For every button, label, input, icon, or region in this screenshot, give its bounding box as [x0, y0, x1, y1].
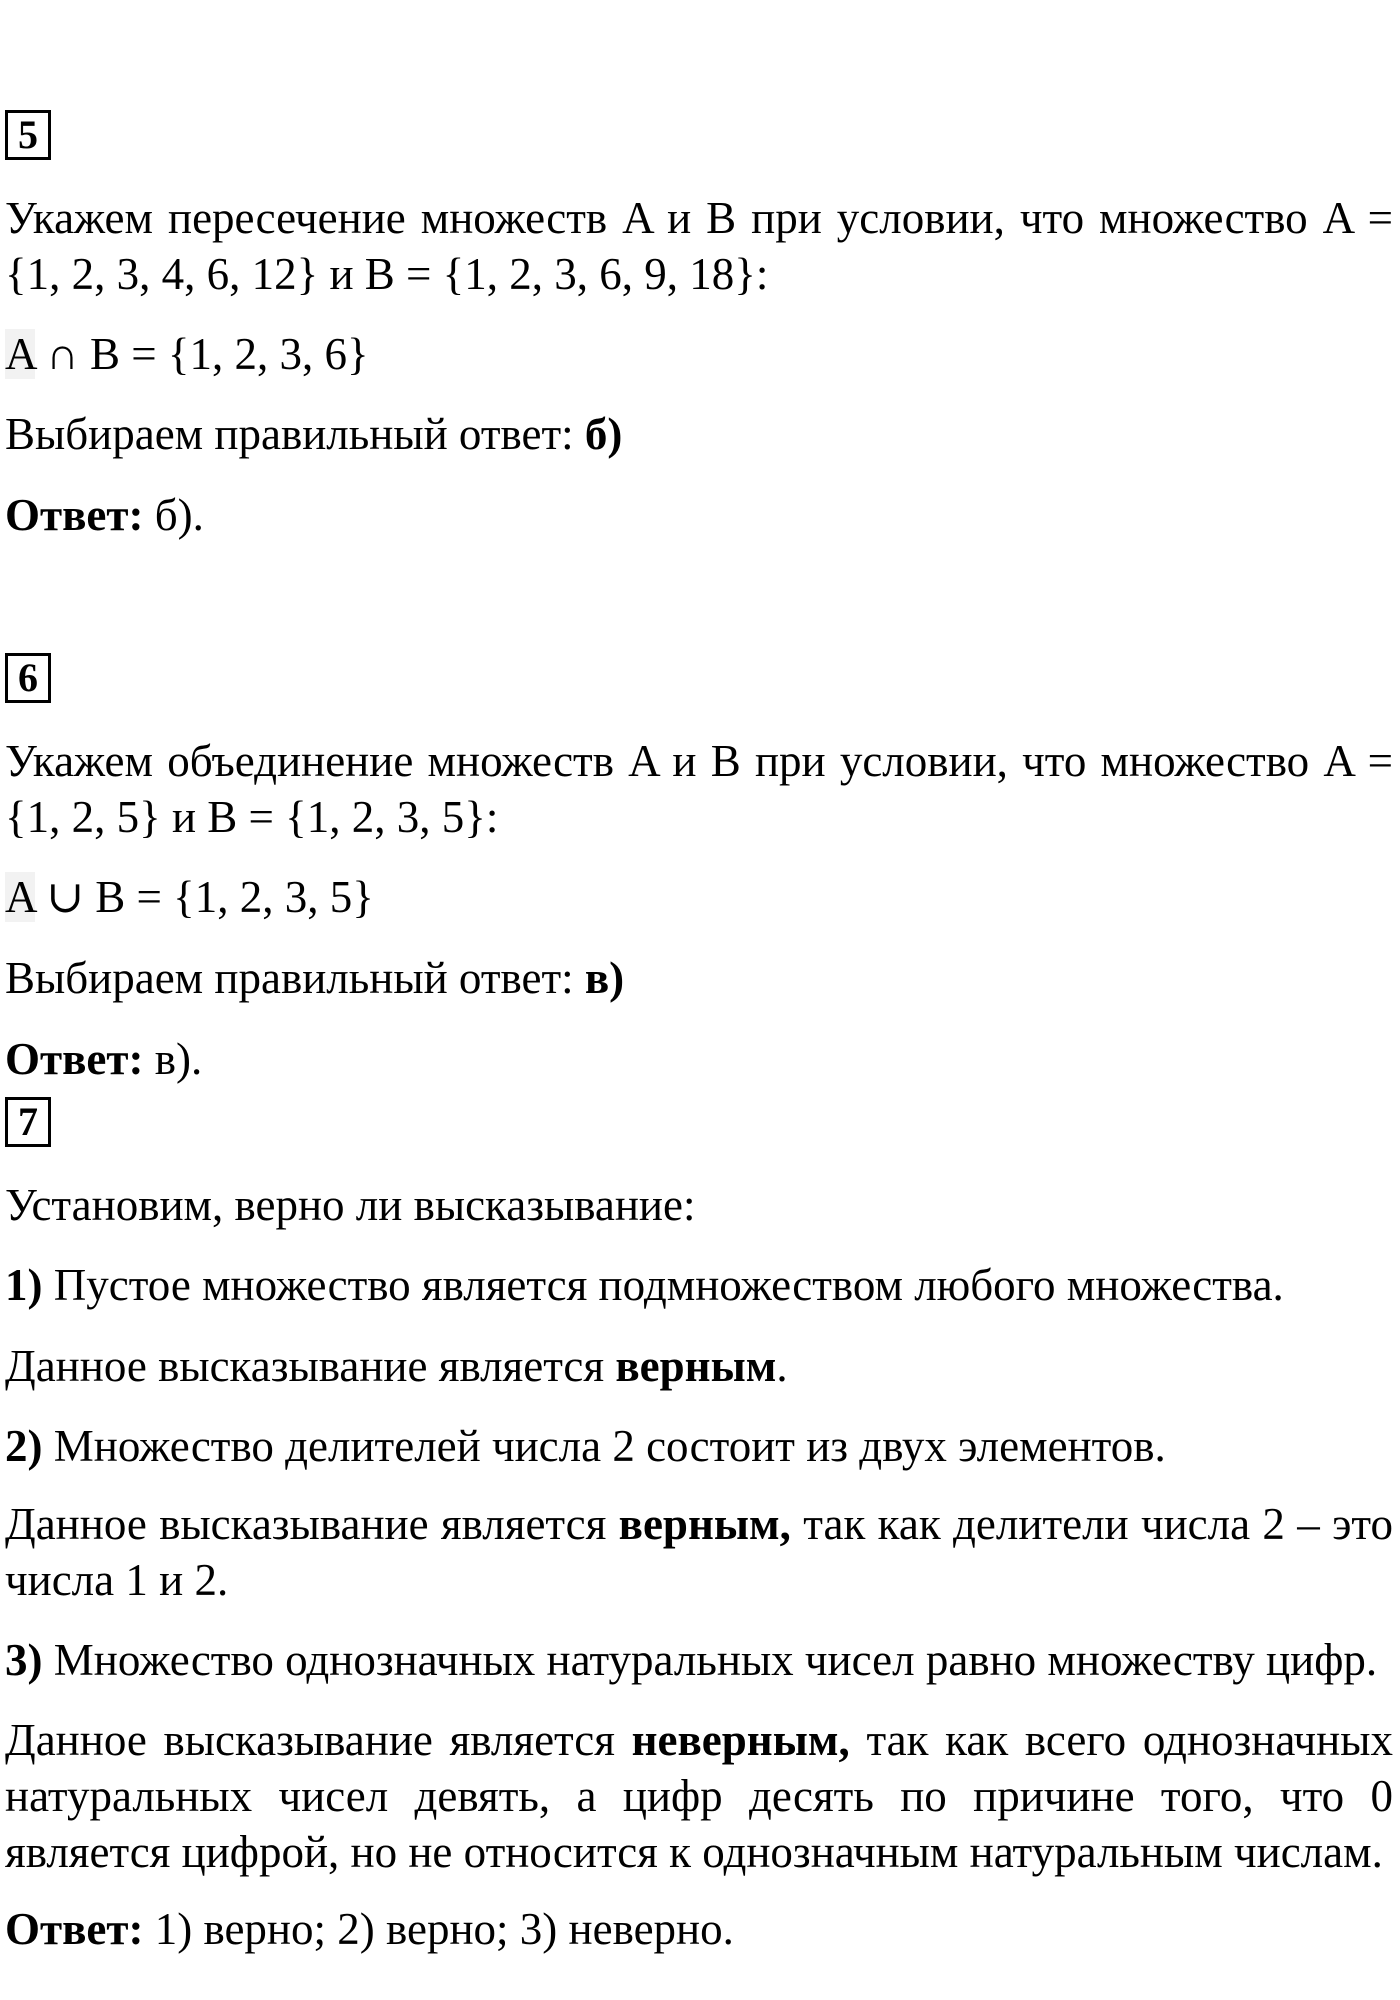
- task-5-answer: [5, 487, 204, 543]
- task-6-set-letter: A: [5, 872, 36, 922]
- task-7-verdict-3: [5, 1712, 1393, 1880]
- task-6-answer-label: Ответ:: [5, 1034, 144, 1084]
- task-7-verdict-2: [5, 1496, 1393, 1608]
- task-7-statement-2-text: Множество делителей числа 2 состоит из двух элементов.: [42, 1421, 1166, 1471]
- task-7-statement-3: [5, 1632, 1377, 1688]
- task-6-formula: [5, 869, 374, 925]
- task-6-choose-option: в): [584, 953, 625, 1003]
- task-5-formula: [5, 326, 369, 382]
- task-5-set-letter: A: [5, 329, 36, 379]
- task-6-number-box: 6: [5, 653, 51, 703]
- task-5-choose-option: б): [584, 409, 623, 459]
- task-5-intro: Укажем пересечение множеств A и B при условии, что множество A = {1, 2, 3, 4, 6, 12} и B = {1, 2, 3, 6, 9, 18}:: [5, 193, 1393, 299]
- task-7-verdict-3-text: Данное высказывание является: [5, 1715, 632, 1765]
- task-7-verdict-1-text: Данное высказывание является: [5, 1341, 616, 1391]
- task-7-statement-3-label: 3): [5, 1635, 43, 1685]
- task-7-verdict-1: [5, 1338, 788, 1394]
- task-7-number-box: 7: [5, 1097, 51, 1147]
- task-6-choose-text: Выбираем правильный ответ:: [5, 953, 585, 1003]
- task-7-answer-label: Ответ:: [5, 1904, 144, 1954]
- task-5-answer-value: б).: [143, 490, 204, 540]
- task-7-answer: [5, 1901, 734, 1957]
- task-7-verdict-2-end: так как делители числа 2 – это числа 1 и 2.: [5, 1499, 1394, 1605]
- task-6-answer-value: в).: [143, 1034, 203, 1084]
- task-7-verdict-1-bold: верным: [615, 1341, 777, 1391]
- task-7-statement-1-label: 1): [5, 1260, 43, 1310]
- task-7-verdict-3-bold: неверным,: [631, 1715, 850, 1765]
- task-7-verdict-1-end: .: [776, 1341, 788, 1391]
- task-7-statement-1: [5, 1257, 1284, 1313]
- task-6-formula-text: ∪ B = {1, 2, 3, 5}: [35, 872, 374, 922]
- task-7-statement-1-text: Пустое множество является подмножеством любого множества.: [42, 1260, 1284, 1310]
- task-5-number-box: 5: [5, 110, 51, 160]
- task-7-statement-2-label: 2): [5, 1421, 43, 1471]
- task-7-verdict-2-bold: верным,: [618, 1499, 791, 1549]
- task-6-answer: [5, 1031, 202, 1087]
- task-7-answer-value: 1) верно; 2) верно; 3) неверно.: [143, 1904, 734, 1954]
- task-7-verdict-3-end: так как всего однозначных натуральных чисел девять, а цифр десять по причине того, что 0 является цифрой, но не относится к однозначным натуральным числам.: [5, 1715, 1393, 1877]
- task-5-formula-text: ∩ B = {1, 2, 3, 6}: [35, 329, 369, 379]
- task-6-choose: [5, 950, 624, 1006]
- task-5-choose-text: Выбираем правильный ответ:: [5, 409, 585, 459]
- task-7-statement-3-text: Множество однозначных натуральных чисел равно множеству цифр.: [42, 1635, 1378, 1685]
- task-7-intro: Установим, верно ли высказывание:: [5, 1180, 696, 1230]
- task-5-choose: [5, 406, 622, 462]
- task-7-statement-2: [5, 1418, 1166, 1474]
- task-7-verdict-2-text: Данное высказывание является: [5, 1499, 619, 1549]
- task-6-intro: Укажем объединение множеств A и B при условии, что множество A = {1, 2, 5} и B = {1, 2, 3, 5}:: [5, 736, 1393, 842]
- task-5-answer-label: Ответ:: [5, 490, 144, 540]
